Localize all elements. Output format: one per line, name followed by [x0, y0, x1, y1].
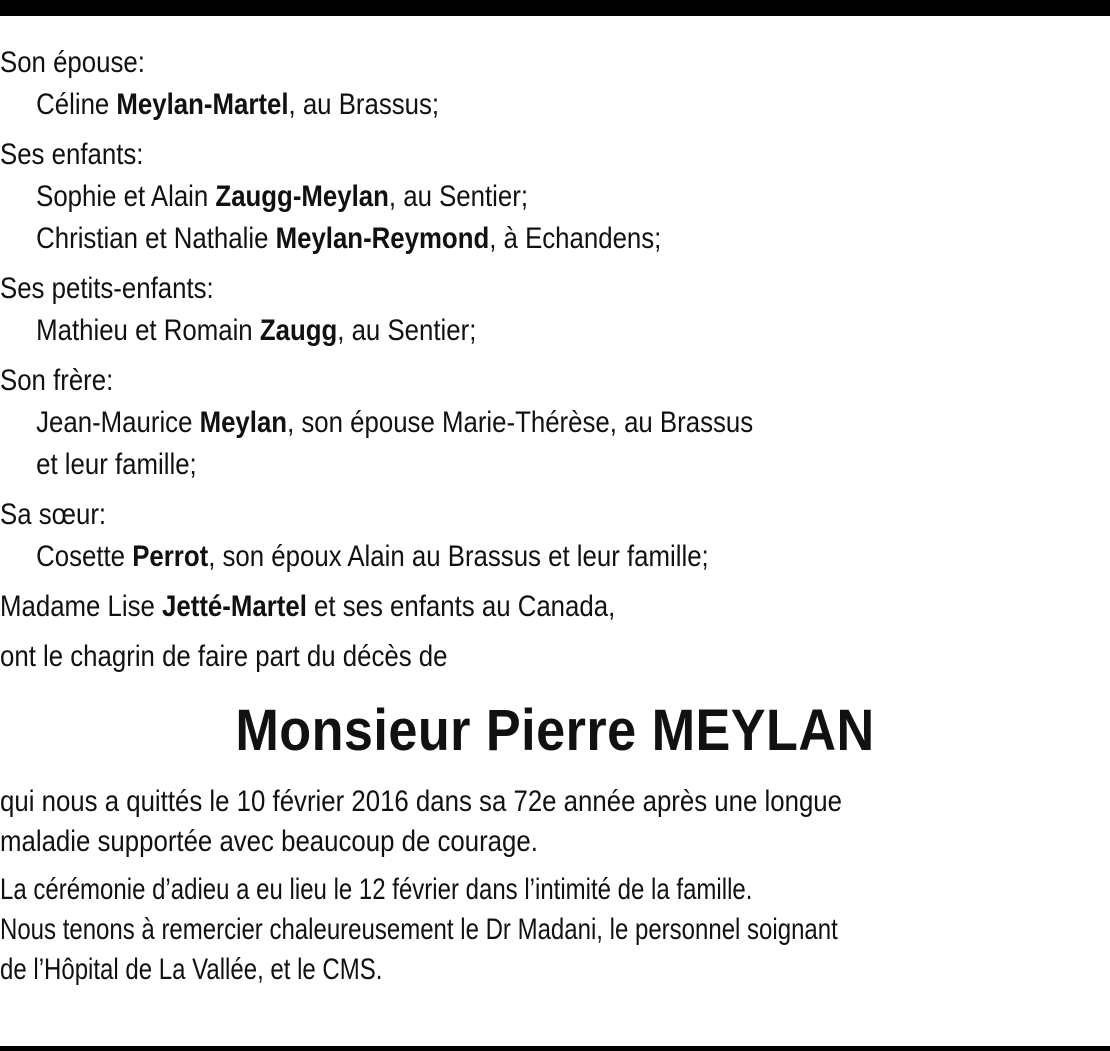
spouse-location: , au Brassus;: [288, 88, 440, 121]
grandchildren-surname: Zaugg: [259, 314, 338, 347]
sister-first-name: Cosette: [36, 540, 133, 573]
sister-surname: Perrot: [132, 540, 209, 573]
child-entry: [0, 218, 955, 260]
ceremony-paragraph: [0, 870, 1110, 990]
ceremony-paragraph-line: Nous tenons à remercier chaleureusement le Dr Madani, le personnel soignant: [0, 913, 838, 946]
sister-details: , son époux Alain au Brassus et leur famille;: [208, 540, 709, 573]
grandchildren-location: , au Sentier;: [337, 314, 477, 347]
brother-first-name: Jean-Maurice: [36, 406, 200, 439]
other-relative-line: [0, 586, 955, 628]
other-relative-details: et ses enfants au Canada,: [306, 590, 616, 623]
child-first-names: Christian et Nathalie: [36, 222, 276, 255]
top-rule: [0, 0, 1110, 16]
bottom-rule: [0, 1046, 1110, 1051]
ceremony-paragraph-line: La cérémonie d’adieu a eu lieu le 12 février dans l’intimité de la famille.: [0, 873, 753, 906]
child-surname: Meylan-Reymond: [275, 222, 490, 255]
brother-entry: [0, 402, 955, 444]
spouse-first-name: Céline: [36, 88, 117, 121]
death-paragraph-line: qui nous a quittés le 10 février 2016 dans sa 72e année après une longue: [0, 785, 842, 818]
brother-surname: Meylan: [199, 406, 288, 439]
grandchildren-first-names: Mathieu et Romain: [36, 314, 260, 347]
grandchildren-entry: [0, 310, 955, 352]
child-entry: [0, 176, 955, 218]
brother-heading: Son frère:: [0, 364, 114, 397]
brother-entry-continuation: et leur famille;: [36, 448, 197, 481]
child-location: , au Sentier;: [388, 180, 528, 213]
child-first-names: Sophie et Alain: [36, 180, 216, 213]
child-location: , à Echandens;: [489, 222, 662, 255]
spouse-entry: [0, 84, 955, 126]
children-heading: Ses enfants:: [0, 138, 144, 171]
other-relative-surname: Jetté-Martel: [162, 590, 307, 623]
obituary-notice: [0, 42, 1110, 990]
other-relative-first: Madame Lise: [0, 590, 163, 623]
deceased-name: Monsieur Pierre MEYLAN: [235, 698, 875, 763]
announcement-line: ont le chagrin de faire part du décès de: [0, 640, 448, 673]
grandchildren-heading: Ses petits-enfants:: [0, 272, 214, 305]
death-paragraph-line: maladie supportée avec beaucoup de courage.: [0, 825, 538, 858]
brother-details: , son épouse Marie-Thérèse, au Brassus: [287, 406, 754, 439]
sister-heading: Sa sœur:: [0, 498, 107, 531]
death-paragraph: [0, 782, 1110, 862]
ceremony-paragraph-line: de l’Hôpital de La Vallée, et le CMS.: [0, 953, 383, 986]
spouse-heading: Son épouse:: [0, 46, 145, 79]
sister-entry: [0, 536, 955, 578]
child-surname: Zaugg-Meylan: [215, 180, 389, 213]
spouse-surname: Meylan-Martel: [116, 88, 289, 121]
